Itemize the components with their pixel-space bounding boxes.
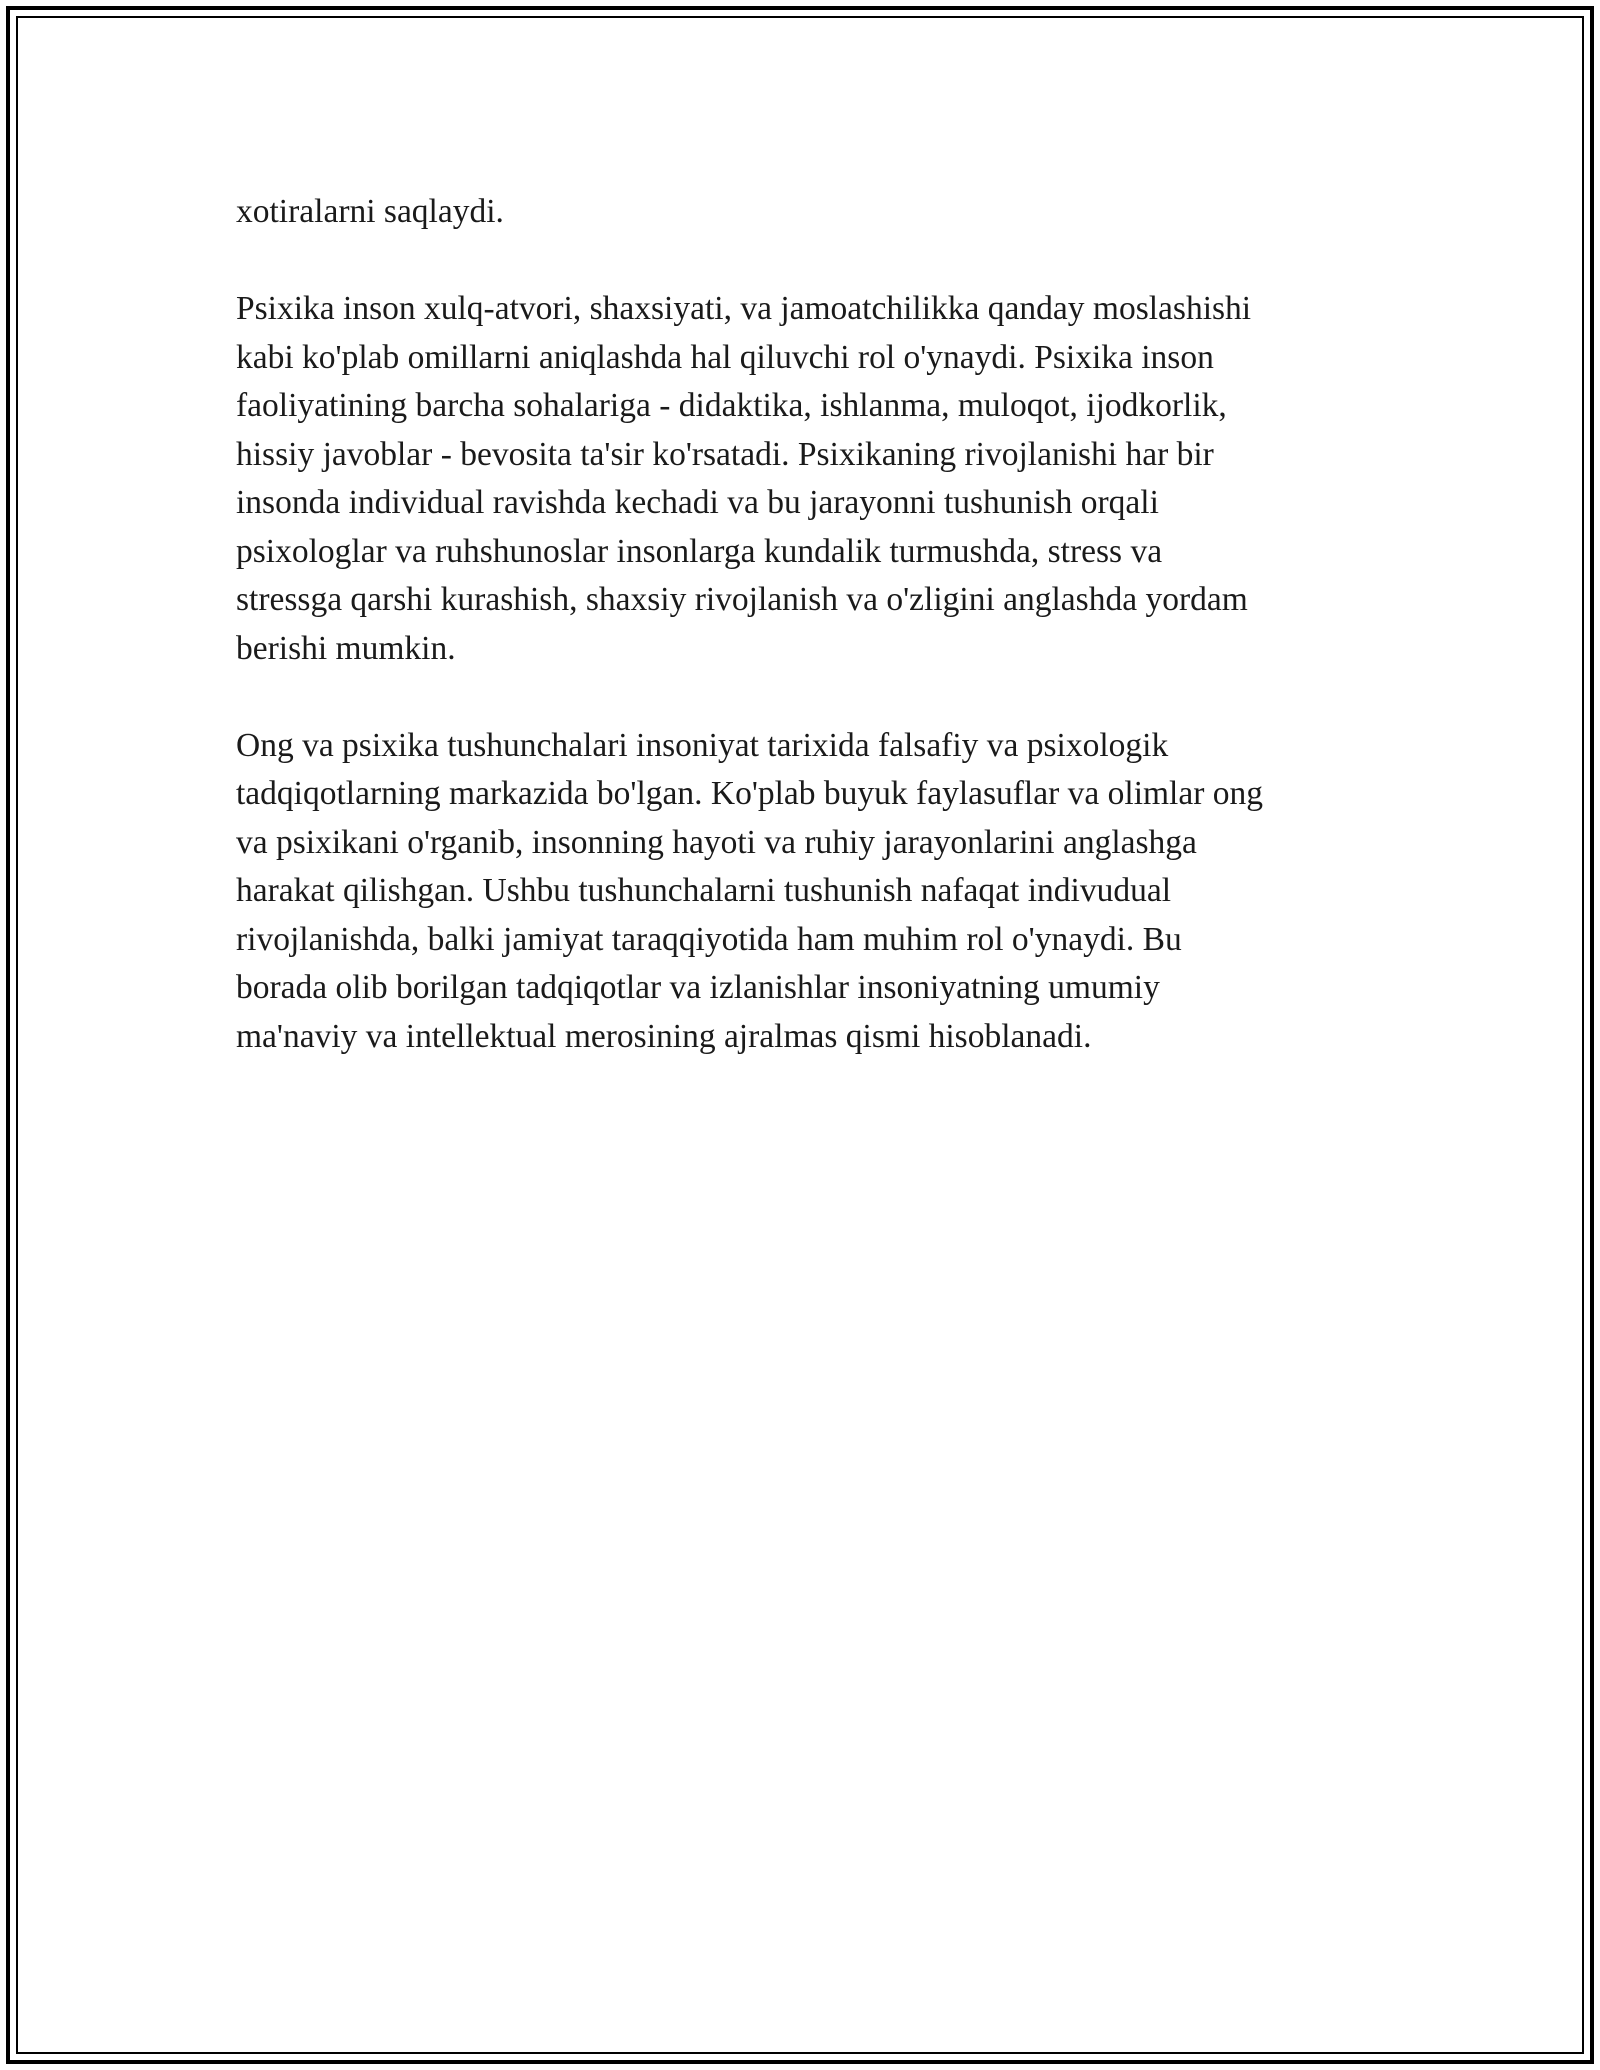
text-line: harakat qilishgan. Ushbu tushunchalarni tushunish nafaqat indivudual [236, 872, 1172, 909]
text-line: va psixikani o'rganib, insonning hayoti va ruhiy jarayonlarini anglashga [236, 823, 1197, 861]
paragraph-2 [236, 285, 1376, 673]
text-line: insonda individual ravishda kechadi va bu jarayonni tushunish orqali [236, 484, 1159, 521]
text-line: kabi ko'plab omillarni aniqlashda hal qiluvchi rol o'ynaydi. Psixika inson [236, 338, 1214, 376]
document-body [236, 188, 1376, 1110]
text-line: psixologlar va ruhshunoslar insonlarga kundalik turmushda, stress va [236, 532, 1163, 570]
text-line: ma'naviy va intellektual merosining ajralmas qismi hisoblanadi. [236, 1017, 1092, 1055]
paragraph-3 [236, 722, 1376, 1062]
paragraph-1 [236, 188, 1376, 237]
text-line: Ong va psixika tushunchalari insoniyat tarixida falsafiy va psixologik [236, 726, 1169, 764]
text-line: berishi mumkin. [236, 629, 456, 667]
text-line: stressga qarshi kurashish, shaxsiy rivojlanish va o'zligini anglashda yordam [236, 581, 1248, 618]
text-line: borada olib borilgan tadqiqotlar va izlanishlar insoniyatning umumiy [236, 969, 1160, 1006]
text-line: faoliyatining barcha sohalariga - didaktika, ishlanma, muloqot, ijodkorlik, [236, 387, 1227, 424]
text-line: xotiralarni saqlaydi. [236, 193, 504, 230]
text-line: rivojlanishda, balki jamiyat taraqqiyotida ham muhim rol o'ynaydi. Bu [236, 920, 1182, 958]
text-line: tadqiqotlarning markazida bo'lgan. Ko'plab buyuk faylasuflar va olimlar ong [236, 775, 1264, 812]
text-line: Psixika inson xulq-atvori, shaxsiyati, va jamoatchilikka qanday moslashishi [236, 290, 1252, 327]
text-line: hissiy javoblar - bevosita ta'sir ko'rsatadi. Psixikaning rivojlanishi har bir [236, 435, 1214, 473]
